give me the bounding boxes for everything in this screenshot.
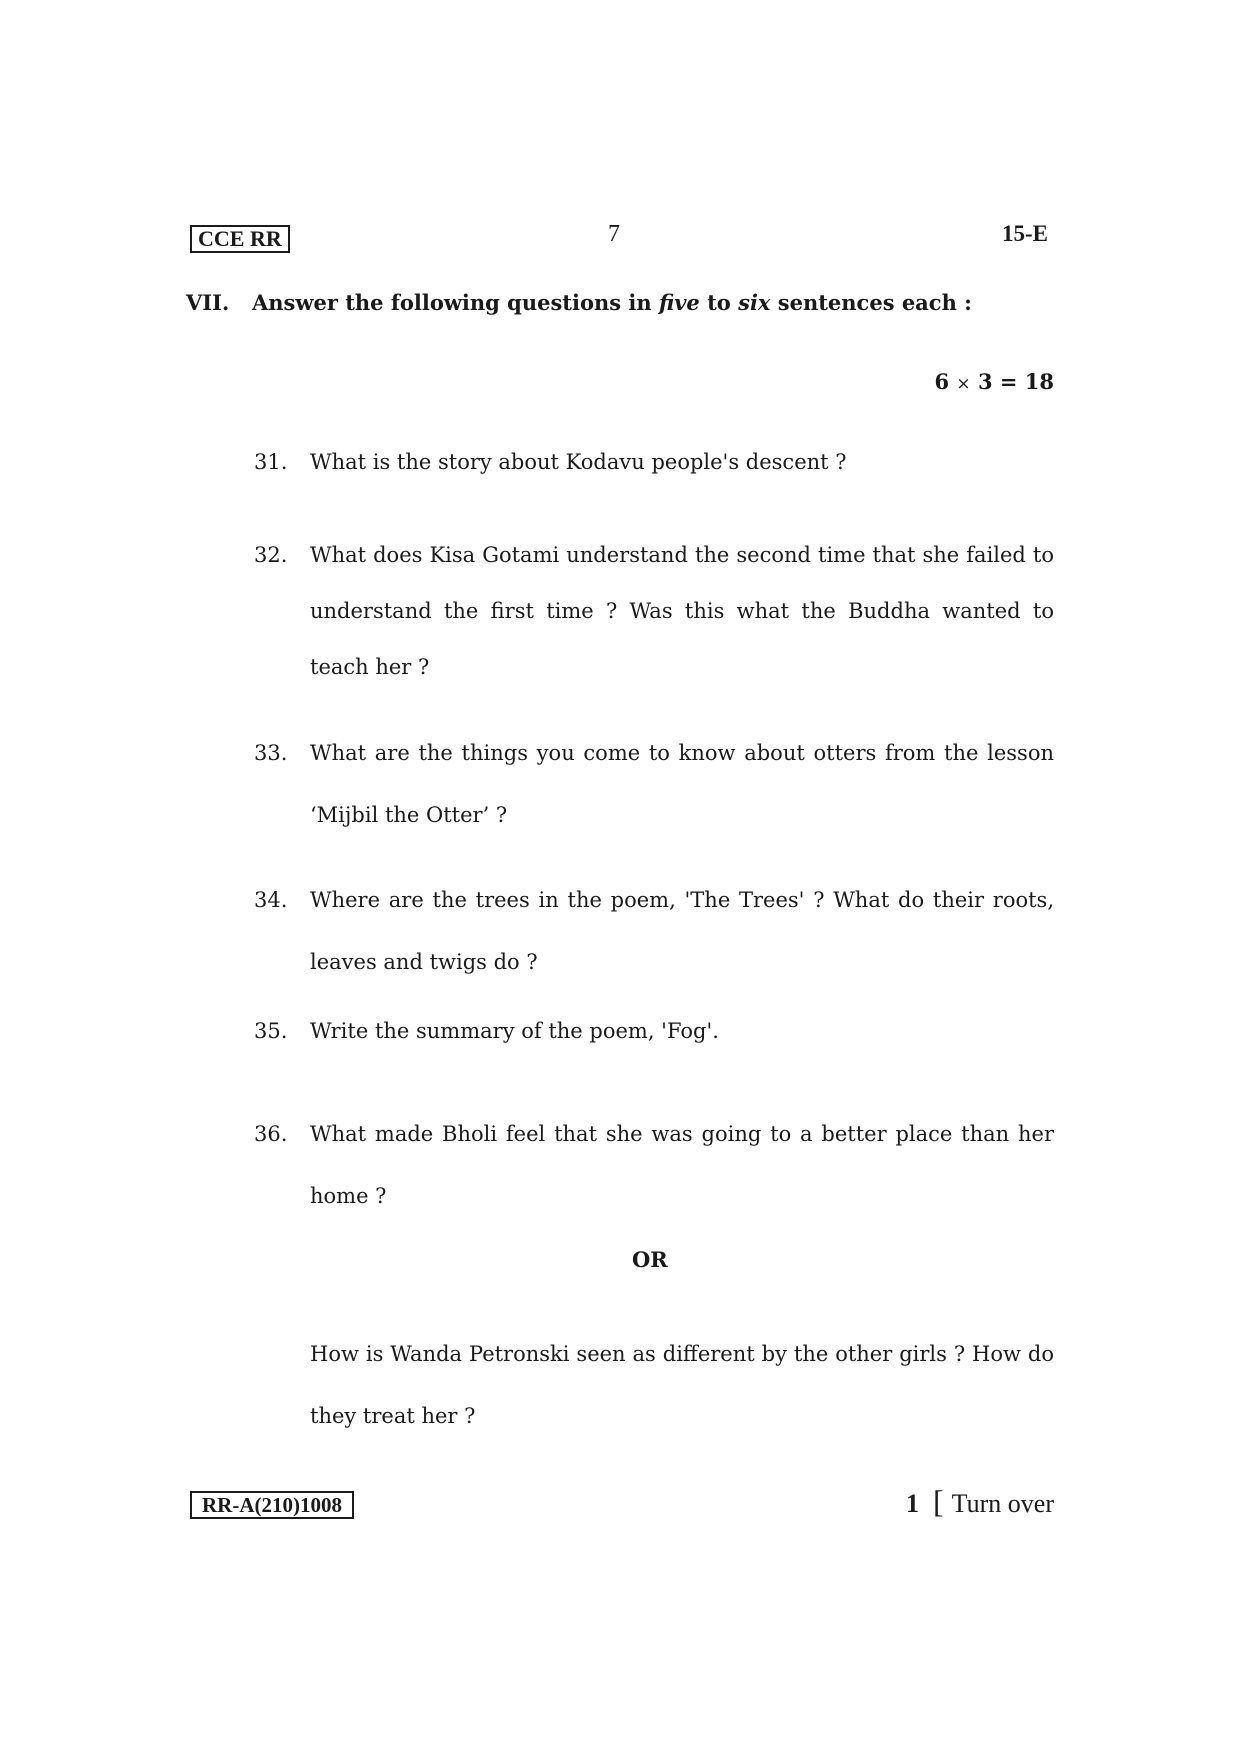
question-text: What is the story about Kodavu people's descent ? bbox=[310, 450, 847, 474]
booklet-code-box bbox=[190, 1491, 354, 1519]
paper-code-box bbox=[190, 225, 290, 253]
question-number: 34. bbox=[254, 888, 288, 912]
instruction-text-4: six bbox=[738, 290, 771, 315]
booklet-code: RR-A(210)1008 bbox=[202, 1493, 342, 1517]
marks-times-symbol: × bbox=[956, 374, 971, 394]
marks-count: 6 bbox=[934, 369, 950, 394]
instruction-text-3: to bbox=[699, 290, 739, 315]
footer-bracket: [ bbox=[932, 1483, 944, 1519]
footer-turn-over bbox=[906, 1483, 1054, 1520]
section-heading bbox=[186, 290, 972, 315]
turn-over-label: Turn over bbox=[951, 1489, 1054, 1518]
question-number: 32. bbox=[254, 543, 288, 567]
question-text: Where are the trees in the poem, 'The Trees' ? What do their roots, leaves and twigs do ? bbox=[310, 888, 1054, 974]
marks-total: 3 = 18 bbox=[977, 369, 1054, 394]
subject-code: 15-E bbox=[1002, 221, 1048, 246]
question-33 bbox=[254, 722, 1054, 846]
question-32 bbox=[254, 527, 1054, 695]
question-34 bbox=[254, 869, 1054, 993]
question-text: What are the things you come to know about otters from the lesson ‘Mijbil the Otter’ ? bbox=[310, 741, 1054, 827]
question-36 bbox=[254, 1103, 1054, 1227]
question-text: What does Kisa Gotami understand the second time that she failed to understand the first time ? Was this what the Buddha wanted to teach her ? bbox=[310, 543, 1054, 679]
footer-page-number: 1 bbox=[905, 1489, 919, 1518]
question-31 bbox=[254, 448, 1054, 476]
question-number: 35. bbox=[254, 1019, 288, 1043]
instruction-text-5: sentences each : bbox=[770, 290, 972, 315]
question-text: How is Wanda Petronski seen as different by the other girls ? How do they treat her ? bbox=[310, 1342, 1054, 1428]
instruction-text-1: Answer the following questions in bbox=[252, 290, 659, 315]
question-36-alternative bbox=[254, 1323, 1054, 1447]
question-number: 31. bbox=[254, 450, 288, 474]
question-text: Write the summary of the poem, 'Fog'. bbox=[310, 1019, 719, 1043]
section-number: VII. bbox=[186, 290, 230, 315]
instruction-text-2: five bbox=[658, 290, 700, 315]
question-number: 36. bbox=[254, 1122, 288, 1146]
question-text: What made Bholi feel that she was going to a better place than her home ? bbox=[310, 1122, 1054, 1208]
page-number: 7 bbox=[608, 221, 620, 247]
or-separator: OR bbox=[632, 1247, 668, 1272]
question-35 bbox=[254, 1017, 1054, 1045]
marks-allocation bbox=[934, 369, 1054, 394]
paper-code: CCE RR bbox=[198, 226, 282, 251]
question-number: 33. bbox=[254, 741, 288, 765]
